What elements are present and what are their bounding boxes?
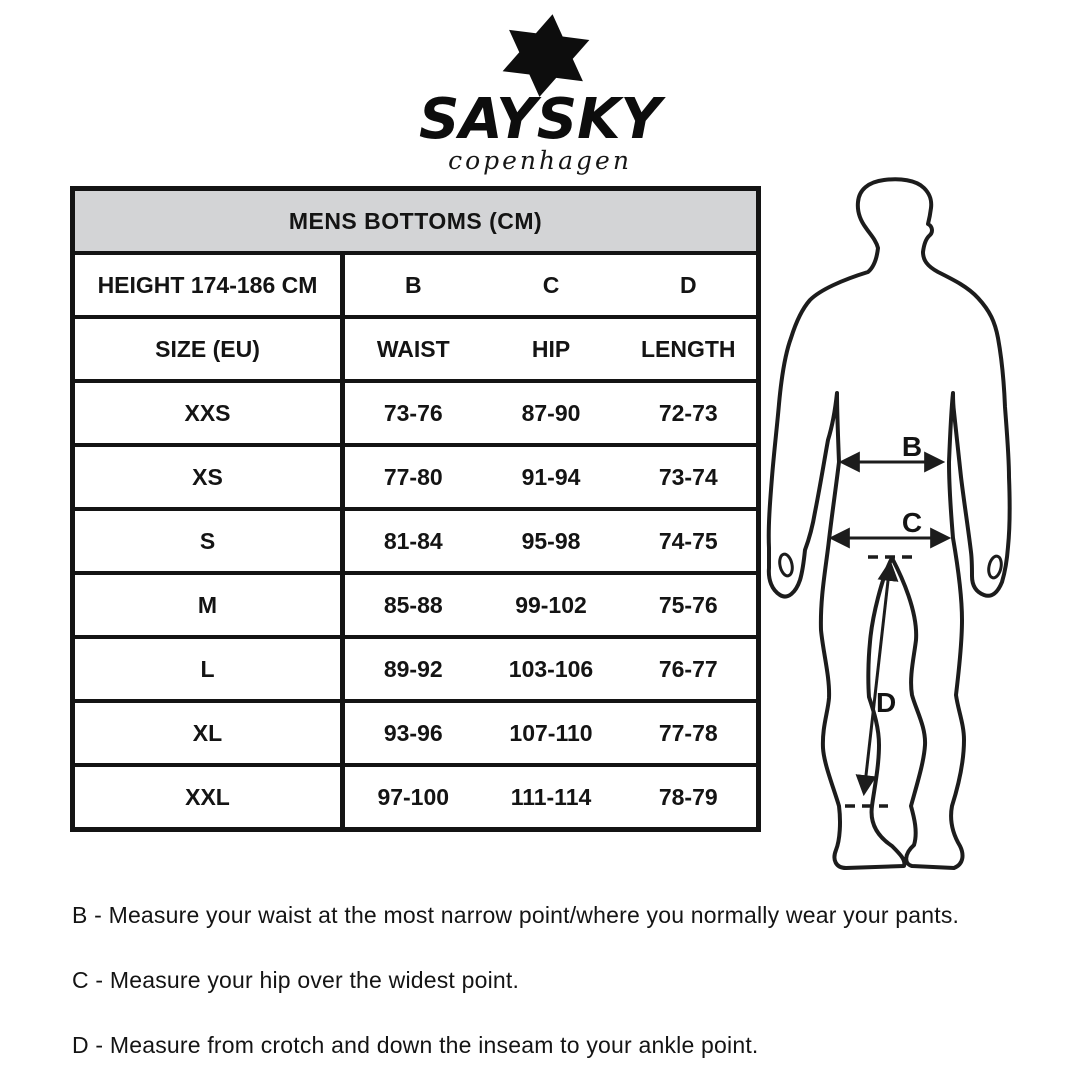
hip-cell: 87-90 bbox=[482, 381, 621, 445]
table-row bbox=[73, 381, 759, 445]
size-cell: M bbox=[73, 573, 343, 637]
body-measurement-figure bbox=[762, 172, 1018, 878]
waist-cell: 93-96 bbox=[343, 701, 482, 765]
waist-cell: 81-84 bbox=[343, 509, 482, 573]
size-cell: S bbox=[73, 509, 343, 573]
size-cell: XXS bbox=[73, 381, 343, 445]
hip-cell: 107-110 bbox=[482, 701, 621, 765]
table-row bbox=[73, 701, 759, 765]
length-cell: 78-79 bbox=[621, 765, 759, 830]
table-header-row-letters bbox=[73, 253, 759, 317]
table-row bbox=[73, 765, 759, 830]
size-cell: XXL bbox=[73, 765, 343, 830]
waist-cell: 73-76 bbox=[343, 381, 482, 445]
length-cell: 76-77 bbox=[621, 637, 759, 701]
length-cell: 72-73 bbox=[621, 381, 759, 445]
waist-cell: 77-80 bbox=[343, 445, 482, 509]
table-title-row bbox=[73, 189, 759, 254]
table-row bbox=[73, 509, 759, 573]
hip-cell: 91-94 bbox=[482, 445, 621, 509]
table-row bbox=[73, 445, 759, 509]
size-cell: L bbox=[73, 637, 343, 701]
length-cell: 73-74 bbox=[621, 445, 759, 509]
header-letter-d: D bbox=[621, 253, 759, 317]
header-letter-b: B bbox=[343, 253, 482, 317]
body-outline bbox=[769, 179, 1010, 868]
header-letter-c: C bbox=[482, 253, 621, 317]
length-cell: 74-75 bbox=[621, 509, 759, 573]
table-row bbox=[73, 573, 759, 637]
size-cell: XS bbox=[73, 445, 343, 509]
table-header-row-names bbox=[73, 317, 759, 381]
table-title: MENS BOTTOMS (CM) bbox=[73, 189, 759, 254]
length-cell: 77-78 bbox=[621, 701, 759, 765]
header-hip: HIP bbox=[482, 317, 621, 381]
brand-name: SAYSKY bbox=[418, 87, 662, 152]
waist-measure-label: B bbox=[901, 431, 923, 462]
hip-cell: 95-98 bbox=[482, 509, 621, 573]
size-cell: XL bbox=[73, 701, 343, 765]
hip-measure-label: C bbox=[901, 507, 923, 538]
table-row bbox=[73, 637, 759, 701]
header-size-eu: SIZE (EU) bbox=[73, 317, 343, 381]
hip-cell: 99-102 bbox=[482, 573, 621, 637]
waist-cell: 85-88 bbox=[343, 573, 482, 637]
note-waist: B - Measure your waist at the most narrow point/where you normally wear your pants. bbox=[72, 902, 960, 928]
note-hip: C - Measure your hip over the widest point. bbox=[72, 967, 520, 993]
brand-tagline: copenhagen bbox=[448, 146, 632, 175]
waist-cell: 89-92 bbox=[343, 637, 482, 701]
header-waist: WAIST bbox=[343, 317, 482, 381]
header-height: HEIGHT 174-186 CM bbox=[73, 253, 343, 317]
inseam-measure-label: D bbox=[876, 687, 897, 718]
size-chart-table bbox=[70, 186, 761, 832]
header-length: LENGTH bbox=[621, 317, 759, 381]
hip-cell: 111-114 bbox=[482, 765, 621, 830]
hip-cell: 103-106 bbox=[482, 637, 621, 701]
note-inseam: D - Measure from crotch and down the inseam to your ankle point. bbox=[72, 1032, 759, 1058]
waist-cell: 97-100 bbox=[343, 765, 482, 830]
length-cell: 75-76 bbox=[621, 573, 759, 637]
